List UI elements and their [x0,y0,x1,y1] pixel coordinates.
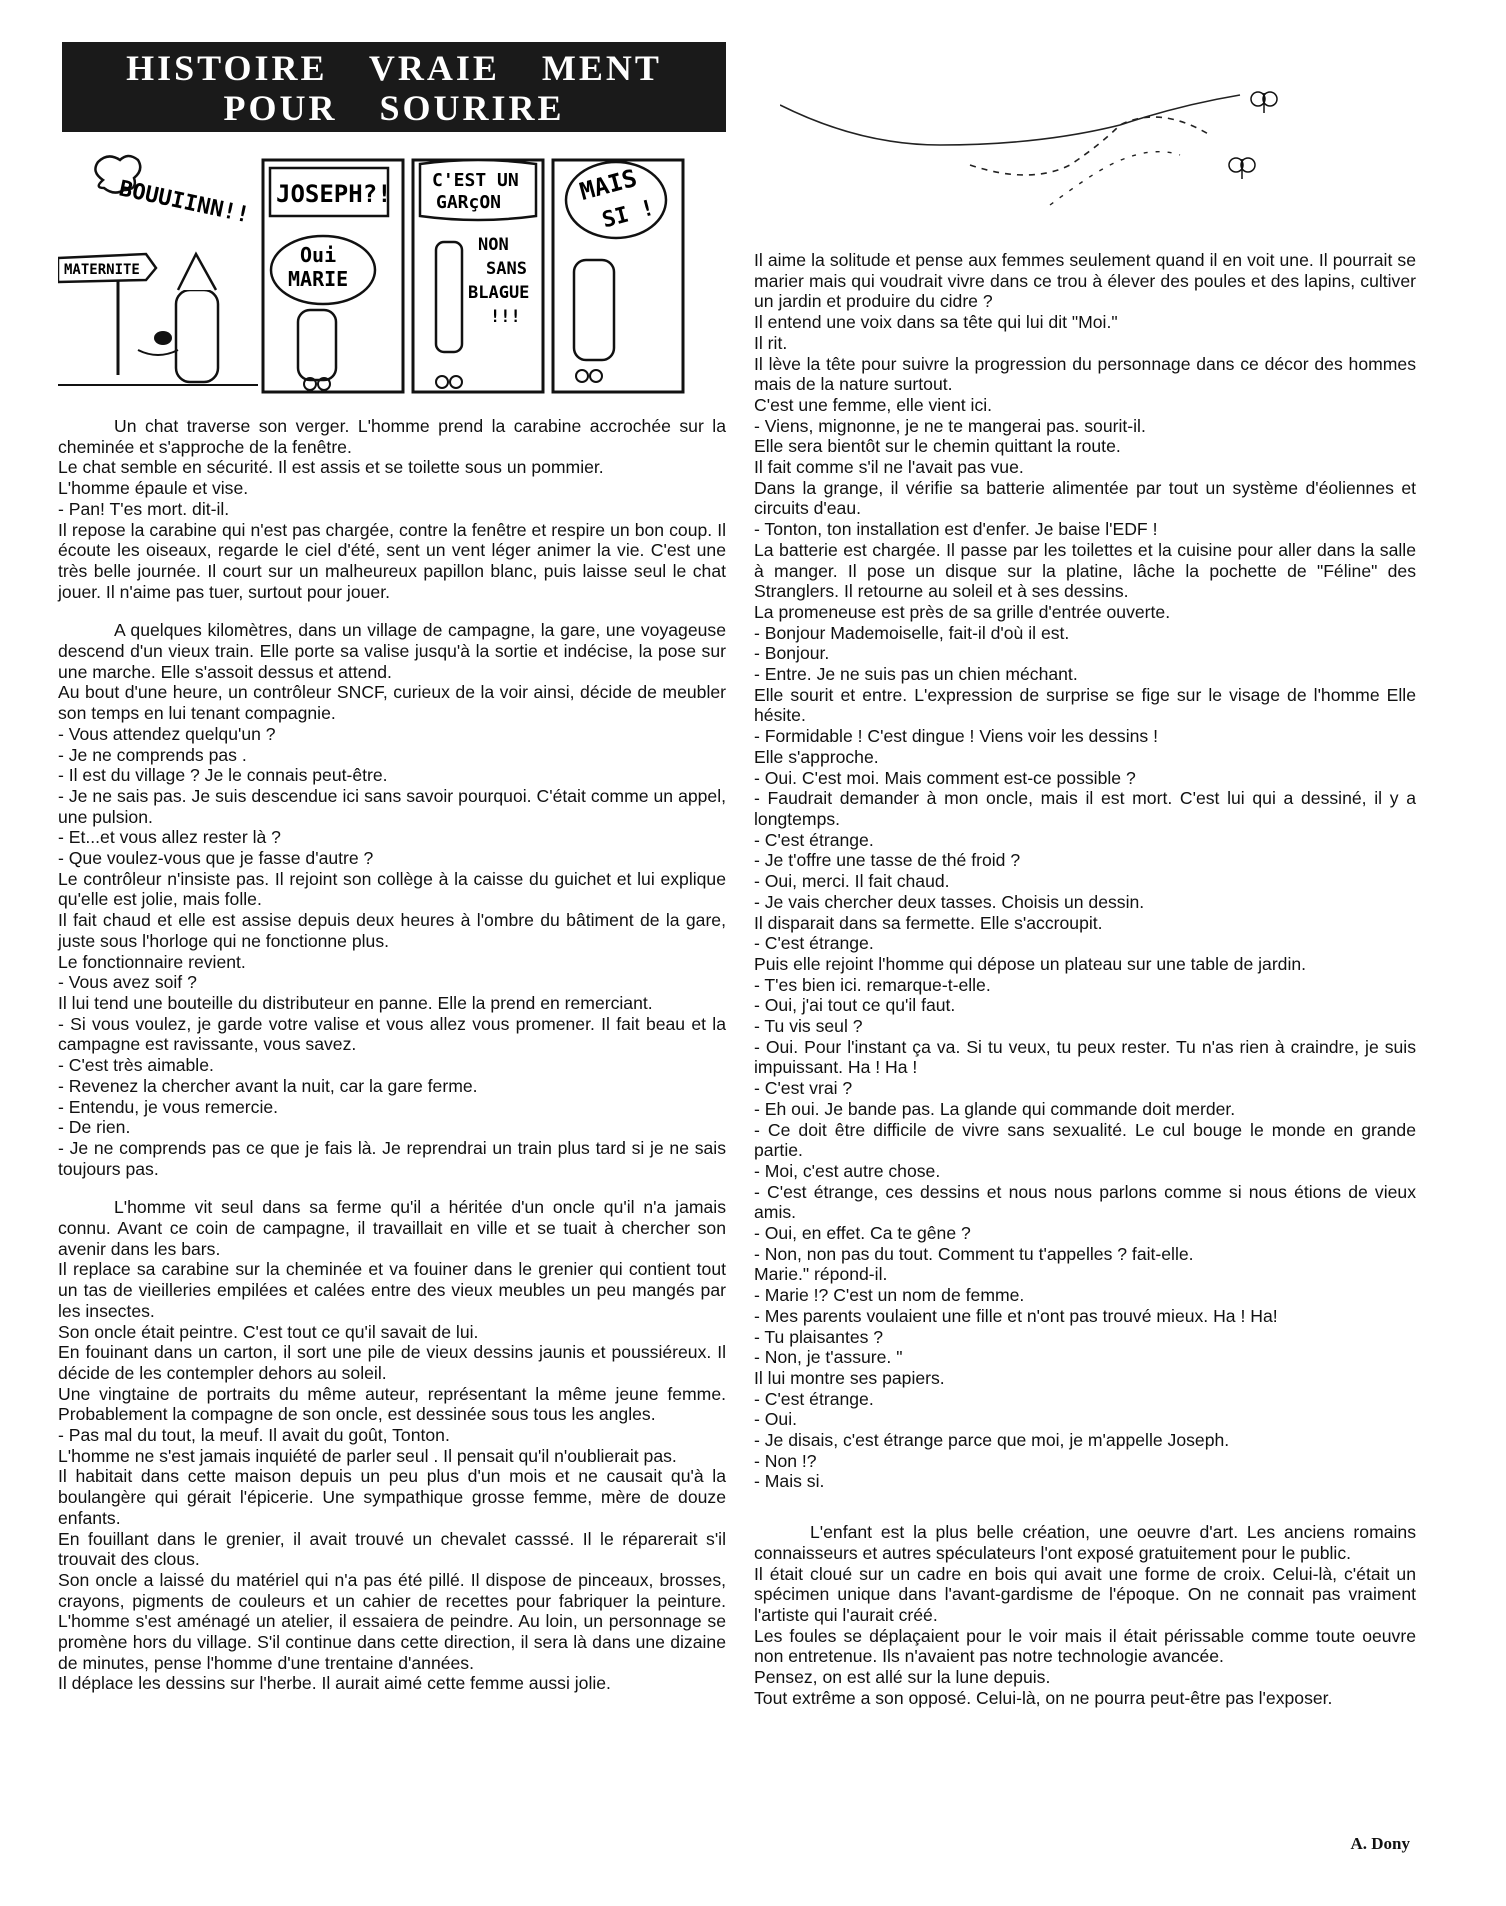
paragraph: La batterie est chargée. Il passe par les toilettes et la cuisine pour aller dans la salle à manger. Il pose un disque sur la platine, lâche la pochette de "Féline" des Stranglers. Il retourne au soleil et à ses dessins. [754,539,1416,602]
paragraph: - Non !? [754,1450,817,1471]
title-line-1: HISTOIRE VRAIE MENT [126,48,662,88]
paragraph: Il entend une voix dans sa tête qui lui dit "Moi." [754,312,1118,333]
paragraph: Il replace sa carabine sur la cheminée et va fouiner dans le grenier qui contient tout un tas de vieilleries empilées et calées entre des vieux meubles un peu mangés par les insectes. [58,1259,726,1321]
author-signature: A. Dony [1350,1834,1410,1853]
paragraph: - Mais si. [754,1471,825,1492]
bubble-text-si: SI ! [599,195,658,234]
paragraph: - C'est vrai ? [754,1078,853,1099]
paragraph: Il aime la solitude et pense aux femmes seulement quand il en voit une. Il pourrait se marier mais qui voudrait vivre dans ce trou à élever des poules et des lapins, cultiver un jardin et produire du cidre ? [754,250,1416,312]
paragraph: - Moi, c'est autre chose. [754,1160,941,1181]
paragraph: - Tu plaisantes ? [754,1326,884,1347]
paragraph: Il habitait dans cette maison depuis un peu plus d'un mois et ne causait qu'à la boulangère qui gérait l'épicerie. Une sympathique grosse femme, mère de douze enfants. [58,1466,726,1528]
paragraph: - C'est étrange. [754,829,874,850]
paragraph: C'est une femme, elle vient ici. [754,394,993,415]
paragraph: Il fait chaud et elle est assise depuis deux heures à l'ombre du bâtiment de la gare, juste sous l'horloge qui ne fonctionne plus. [58,910,726,951]
paragraph: L'enfant est la plus belle création, une oeuvre d'art. Les anciens romains connaisseurs et autres spéculateurs l'ont exposé gratuitement pour le public. [754,1522,1416,1563]
paragraph: - Revenez la chercher avant la nuit, car la gare ferme. [58,1075,478,1096]
paragraph: Les foules se déplaçaient pour le voir mais il était périssable comme toute oeuvre non entretenue. Ils n'avaient pas notre technologie avancée. [754,1625,1416,1667]
paragraph: - Pan! T'es mort. dit-il. [58,498,230,519]
speech-blague: BLAGUE [468,283,530,303]
bubble-text-mais: MAIS [576,163,640,206]
speech-non: NON [478,235,509,255]
paragraph: - Je ne comprends pas ce que je fais là. Je reprendrai un train plus tard si je ne sais toujours pas. [58,1137,726,1179]
character-hood [178,254,216,290]
paragraph: Le contrôleur n'insiste pas. Il rejoint son collège à la caisse du guichet et lui explique qu'elle est jolie, mais folle. [58,868,726,910]
paragraph: - Je vais chercher deux tasses. Choisis un dessin. [754,891,1145,912]
character-head [436,242,462,352]
paragraph: - Je ne sais pas. Je suis descendue ici sans savoir pourquoi. C'était comme un appel, une pulsion. [58,785,726,827]
bubble-text-marie: MARIE [288,267,349,291]
butterfly-icon [1251,92,1277,113]
paragraph: - Oui, merci. Il fait chaud. [754,871,950,892]
paragraph: Le fonctionnaire revient. [58,951,246,972]
paragraph: En fouinant dans un carton, il sort une pile de vieux dessins jaunis et poussiéreux. Il décide de les contempler dehors au soleil. [58,1342,726,1383]
paragraph: - Formidable ! C'est dingue ! Viens voir les dessins ! [754,726,1158,747]
speech-exclaim: !!! [490,307,521,327]
paragraph: - Oui, j'ai tout ce qu'il faut. [754,995,956,1016]
paragraph: - Oui. [754,1409,798,1430]
paragraph: - Tonton, ton installation est d'enfer. Je baise l'EDF ! [754,519,1158,540]
paragraph: - Oui. C'est moi. Mais comment est-ce possible ? [754,767,1136,788]
paragraph: Il fait comme s'il ne l'avait pas vue. [754,457,1024,478]
paragraph: - Vous avez soif ? [58,972,197,993]
paragraph: Il était cloué sur un cadre en bois qui avait une forme de croix. Celui-là, c'était un spécimen unique dans l'avant-gardisme de l'époque. On ne connait pas vraiment l'artiste qui l'aurait créé. [754,1563,1416,1625]
paragraph: - Que voulez-vous que je fasse d'autre ? [58,848,374,869]
bubble-text-oui: Oui [300,243,337,267]
paragraph: - Je ne comprends pas . [58,744,247,765]
paragraph: Il lui tend une bouteille du distributeur en panne. Elle la prend en remerciant. [58,992,653,1013]
comic-panel-4 [553,160,683,392]
character-head [574,260,614,360]
left-column [58,416,726,1694]
paragraph: - C'est étrange, ces dessins et nous nous parlons comme si nous étions de vieux amis. [754,1181,1416,1223]
paragraph: - Il est du village ? Je le connais peut-être. [58,765,388,786]
butterfly-icon [1229,158,1255,179]
smoke-line [138,350,178,355]
paragraph: - C'est étrange. [754,1388,874,1409]
comic-strip [58,150,748,400]
paragraph: - Eh oui. Je bande pas. La glande qui commande doit merder. [754,1098,1236,1119]
paragraph: - Oui, en effet. Ca te gêne ? [754,1223,971,1244]
paragraph: Au bout d'une heure, un contrôleur SNCF, curieux de la voir ainsi, décide de meubler son temps en lui tenant compagnie. [58,682,726,724]
paragraph: - Pas mal du tout, la meuf. Il avait du goût, Tonton. [58,1425,450,1446]
bubble-text-joseph: JOSEPH?! [276,180,392,208]
paragraph: - Faudrait demander à mon oncle, mais il est mort. C'est lui qui a dessiné, il y a longtemps. [754,788,1416,829]
paragraph: Elle sera bientôt sur le chemin quittant la route. [754,436,1121,457]
paragraph: - De rien. [58,1117,131,1138]
paragraph: - Non, non pas du tout. Comment tu t'appelles ? fait-elle. [754,1243,1194,1264]
paragraph: - Et...et vous allez rester là ? [58,827,281,848]
paragraph: - C'est étrange. [754,933,874,954]
character-head [298,310,336,380]
paragraph: Elle sourit et entre. L'expression de surprise se fige sur le visage de l'homme Elle hésite. [754,684,1416,726]
paragraph: Puis elle rejoint l'homme qui dépose un plateau sur une table de jardin. [754,953,1307,974]
pipe-icon [154,331,172,345]
paragraph: - Viens, mignonne, je ne te mangerai pas. sourit-il. [754,415,1146,436]
paragraph: En fouillant dans le grenier, il avait trouvé un chevalet casssé. Il le réparerait s'il trouvait des clous. [58,1528,726,1570]
paragraph: - Oui. Pour l'instant ça va. Si tu veux, tu peux rester. Tu n'as rien à craindre, je suis impuissant. Ha ! Ha ! [754,1036,1416,1078]
paragraph: - C'est très aimable. [58,1055,214,1076]
maternity-sign-text: MATERNITE [64,262,140,278]
comic-panel-1 [58,156,258,385]
bubble-text-cest-un: C'EST UN [432,170,519,191]
paragraph: - Si vous voulez, je garde votre valise et vous allez vous promener. Il fait beau et la campagne est ravissante, vous savez. [58,1013,726,1055]
paragraph: Pensez, on est allé sur la lune depuis. [754,1667,1051,1688]
character-head [176,290,218,382]
right-column [754,250,1416,1709]
title-line-2: POUR SOURIRE [223,88,565,128]
paragraph: Elle s'approche. [754,746,879,767]
paragraph: - Entre. Je ne suis pas un chien méchant. [754,664,1078,685]
paragraph: - T'es bien ici. remarque-t-elle. [754,974,991,995]
paragraph: Il déplace les dessins sur l'herbe. Il aurait aimé cette femme aussi jolie. [58,1673,611,1694]
paragraph: Il repose la carabine qui n'est pas chargée, contre la fenêtre et respire un bon coup. Il écoute les oiseaux, regarde le ciel d'été, sent un vent léger animer la vie. C'est une très belle journée. Il court sur un malheureux papillon blanc, puis laisse seul le chat jouer. Il n'aime pas tuer, surtout pour jouer. [58,519,726,602]
paragraph: L'homme ne s'est jamais inquiété de parler seul . Il pensait qu'il n'oublierait pas. [58,1445,677,1466]
paragraph: La promeneuse est près de sa grille d'entrée ouverte. [754,601,1171,622]
bubble-text-garcon: GARçON [436,192,502,213]
paragraph: - Vous attendez quelqu'un ? [58,723,276,744]
paragraph: - Non, je t'assure. " [754,1347,903,1368]
butterfly-doodle [780,85,1300,215]
paragraph: - Bonjour. [754,643,830,664]
comic-panel-3 [413,160,543,392]
paragraph: L'homme vit seul dans sa ferme qu'il a héritée d'un oncle qu'il n'a jamais connu. Avant ce coin de campagne, il travaillait en ville et se tuait à chercher son avenir dans les bars. [58,1197,726,1259]
comic-panel-2 [263,160,403,392]
paragraph: - Marie !? C'est un nom de femme. [754,1285,1025,1306]
paragraph: A quelques kilomètres, dans un village de campagne, la gare, une voyageuse descend d'un vieux train. Elle porte sa valise jusqu'à la sortie et indécise, la pose sur une marche. Elle s'assoit dessus et attend. [58,620,726,682]
paragraph: Le chat semble en sécurité. Il est assis et se toilette sous un pommier. [58,457,604,478]
paragraph: - Tu vis seul ? [754,1016,863,1037]
paragraph: Il lève la tête pour suivre la progression du personnage dans ce décor des hommes mais de la nature surtout. [754,353,1416,395]
paragraph: Un chat traverse son verger. L'homme prend la carabine accrochée sur la cheminée et s'approche de la fenêtre. [58,416,726,457]
paragraph: Il rit. [754,332,788,353]
paragraph: Son oncle était peintre. C'est tout ce qu'il savait de lui. [58,1321,479,1342]
paragraph: Son oncle a laissé du matériel qui n'a pas été pillé. Il dispose de pinceaux, brosses, crayons, pigments de couleurs et un cahier de recettes pour fabriquer la peinture. L'homme s'est aménagé un atelier, il essaiera de peindre. Au loin, un personnage se promène hors du village. S'il continue dans cette direction, il sera là dans une dizaine de minutes, pense l'homme d'une trentaine d'années. [58,1569,726,1673]
article-title [62,42,726,132]
paragraph: Dans la grange, il vérifie sa batterie alimentée par tout un système d'éoliennes et circuits d'eau. [754,477,1416,519]
paragraph: Marie." répond-il. [754,1264,888,1285]
paragraph: - Ce doit être difficile de vivre sans sexualité. Le cul bouge le monde en grande partie. [754,1119,1416,1161]
paragraph: - Entendu, je vous remercie. [58,1096,279,1117]
paragraph: - Mes parents voulaient une fille et n'ont pas trouvé mieux. Ha ! Ha! [754,1305,1278,1326]
paragraph: - Je t'offre une tasse de thé froid ? [754,850,1021,871]
sound-effect: BOUUIINN!! [116,176,252,229]
paragraph: L'homme épaule et vise. [58,478,249,499]
paragraph: Une vingtaine de portraits du même auteur, représentant la même jeune femme. Probablement la compagne de son oncle, est dessinée sous tous les angles. [58,1383,726,1425]
paragraph: - Bonjour Mademoiselle, fait-il d'où il est. [754,622,1070,643]
paragraph: Il disparait dans sa fermette. Elle s'accroupit. [754,912,1103,933]
paragraph: Il lui montre ses papiers. [754,1367,945,1388]
paragraph: - Je disais, c'est étrange parce que moi, je m'appelle Joseph. [754,1430,1230,1451]
paragraph: Tout extrême a son opposé. Celui-là, on ne pourra peut-être pas l'exposer. [754,1687,1333,1708]
speech-sans: SANS [486,259,527,279]
